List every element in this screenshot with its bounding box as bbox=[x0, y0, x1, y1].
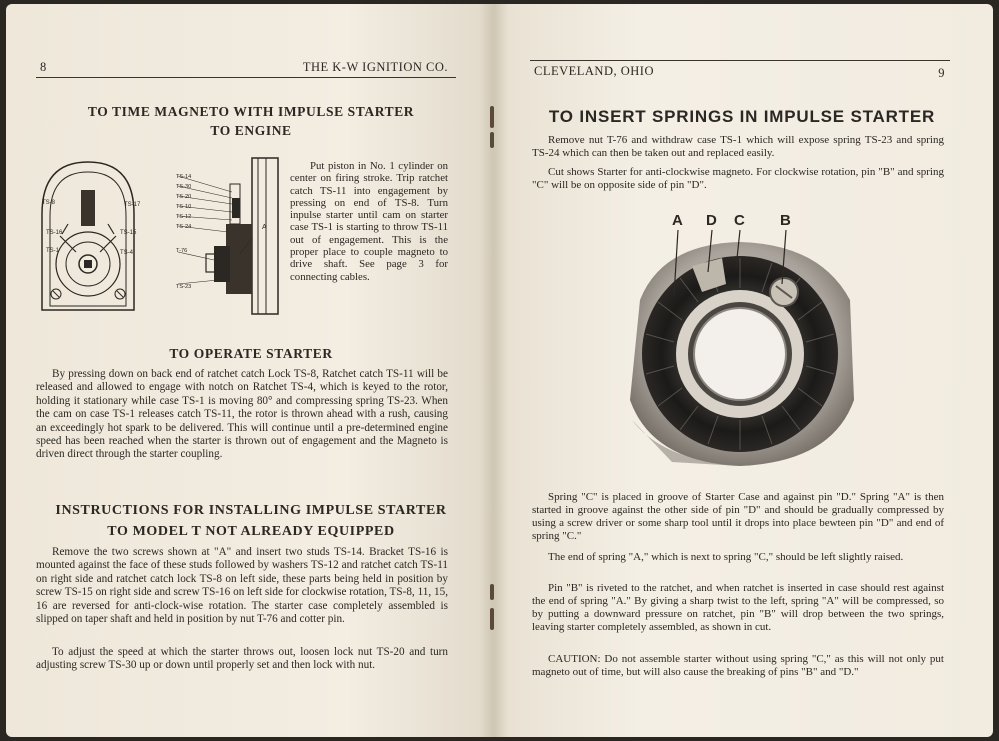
section-operate-text: By pressing down on back end of ratchet catch Lock TS-8, Ratchet catch TS-11 will be released and allowed to engage with notch on Ratchet TS-4, which is keyed to the rotor, holding it stationary while case TS-1 is moving 80° and compressing spring TS-23. When the cam on case TS-1 releases catch TS-11, the rotor is thrown ahead with a rush, causing an exceedingly hot spark to be delivered. This will continue until a pre-determined engine speed has been reached when the starter is thrown out of engagement and the Magneto is driven direct through the starter coupling. bbox=[36, 368, 448, 461]
right-intro-para1: Remove nut T-76 and withdraw case TS-1 which will expose spring TS-23 and spring TS-24 which can then be taken out and replaced easily. bbox=[532, 134, 944, 159]
section-install-title bbox=[36, 500, 466, 542]
label-t76: T-76 bbox=[176, 248, 188, 254]
right-page bbox=[494, 4, 993, 737]
label-ts16: TS-16 bbox=[46, 230, 63, 236]
label-ts17: TS-17 bbox=[124, 202, 141, 208]
right-fig-labels bbox=[176, 172, 191, 232]
right-para2: The end of spring "A," which is next to spring "C," should be left slightly raised. bbox=[548, 551, 904, 563]
left-header-rule bbox=[36, 77, 456, 78]
right-intro-para2: Cut shows Starter for anti-clockwise magneto. For clockwise rotation, pin "B" and spring "C" will be on opposite side of pin "D". bbox=[532, 166, 944, 191]
left-page bbox=[6, 4, 494, 737]
section-install-title-line2: TO MODEL T NOT ALREADY EQUIPPED bbox=[107, 524, 395, 539]
label-ts24: TS-24 bbox=[176, 224, 192, 230]
label-ts15: TS-15 bbox=[120, 230, 137, 236]
label-a: A bbox=[262, 224, 267, 231]
section-time-magneto-title bbox=[36, 102, 466, 140]
label-ts8: TS-8 bbox=[42, 200, 56, 206]
label-ts23: TS-23 bbox=[176, 284, 192, 290]
photo-label-a: A bbox=[672, 212, 683, 229]
label-ts30: TS-30 bbox=[176, 184, 192, 190]
right-para3: Pin "B" is riveted to the ratchet, and when ratchet is inserted in case should rest against the end of spring "A." By giving a sharp twist to the left, spring "A" will be compressed, so by putting a downward pressure on ratchet, pin "B" will drop between the two springs, leaving starter completely assembled, as shown in cut. bbox=[532, 582, 944, 633]
section-install-para2: To adjust the speed at which the starter throws out, loosen lock nut TS-20 and turn adjusting screw TS-30 up or down until properly set and then lock with nut. bbox=[36, 646, 448, 672]
section-time-title-line1: TO TIME MAGNETO WITH IMPULSE STARTER bbox=[87, 104, 415, 119]
left-page-number: 8 bbox=[40, 60, 47, 74]
label-ts20: TS-20 bbox=[176, 194, 192, 200]
label-ts12: TS-12 bbox=[176, 214, 192, 220]
section-time-text: Put piston in No. 1 cylinder on center on firing stroke. Trip ratchet catch TS-11 into engagement by pressing on end of TS-8. Turn inpulse starter until cam on starter case TS-1 is starting to throw TS-11 out of engagement. This is the proper place to couple magneto to drive shaft. See page 3 for connecting cables. bbox=[290, 160, 448, 283]
label-ts4: TS-4 bbox=[120, 250, 134, 256]
photo-label-b: B bbox=[780, 212, 791, 229]
section-install-para1: Remove the two screws shown at "A" and insert two studs TS-14. Bracket TS-16 is mounted against the face of these studs followed by washers TS-12 and ratchet catch TS-11 on right side and ratchet catch lock TS-8 on left side, these parts being held in position by screw TS-15 on right side and screw TS-16 on left side for clockwise rotation, TS-8, 11, 15, 16 are reversed for anti-clock-wise rotation. The starter case completely assembled is slipped on taper shaft and held in position by nut T-76 and cotter pin. bbox=[36, 546, 448, 626]
photo-label-c: C bbox=[734, 212, 745, 229]
section-time-title-line2: TO ENGINE bbox=[210, 123, 292, 138]
label-ts10: TS-10 bbox=[176, 204, 192, 210]
right-page-number: 9 bbox=[938, 66, 945, 80]
right-para1: Spring "C" is placed in groove of Starter Case and against pin "D." Spring "A" is then started in groove against the other side of pin "D" and should be gradually compressed by using a screw driver or some sharp tool until it drops into place bewteen pin "D" and end of spring "C." bbox=[532, 491, 944, 542]
right-header-rule bbox=[530, 60, 950, 61]
label-ts14: TS-14 bbox=[176, 174, 192, 180]
section-install-title-line1: INSTRUCTIONS FOR INSTALLING IMPULSE STARTER bbox=[55, 503, 447, 518]
photo-label-d: D bbox=[706, 212, 717, 229]
photo-label-arrows bbox=[664, 228, 804, 298]
right-caution: CAUTION: Do not assemble starter without using spring "C," as this will not only put magneto out of time, but will also cause the breaking of pins "B" and "D." bbox=[532, 653, 944, 678]
left-running-head: THE K-W IGNITION CO. bbox=[302, 60, 448, 74]
right-page-title: TO INSERT SPRINGS IN IMPULSE STARTER bbox=[548, 107, 936, 126]
right-running-head: CLEVELAND, OHIO bbox=[534, 64, 654, 78]
label-ts1: TS-1 bbox=[46, 248, 60, 254]
section-operate-title: TO OPERATE STARTER bbox=[169, 346, 333, 361]
